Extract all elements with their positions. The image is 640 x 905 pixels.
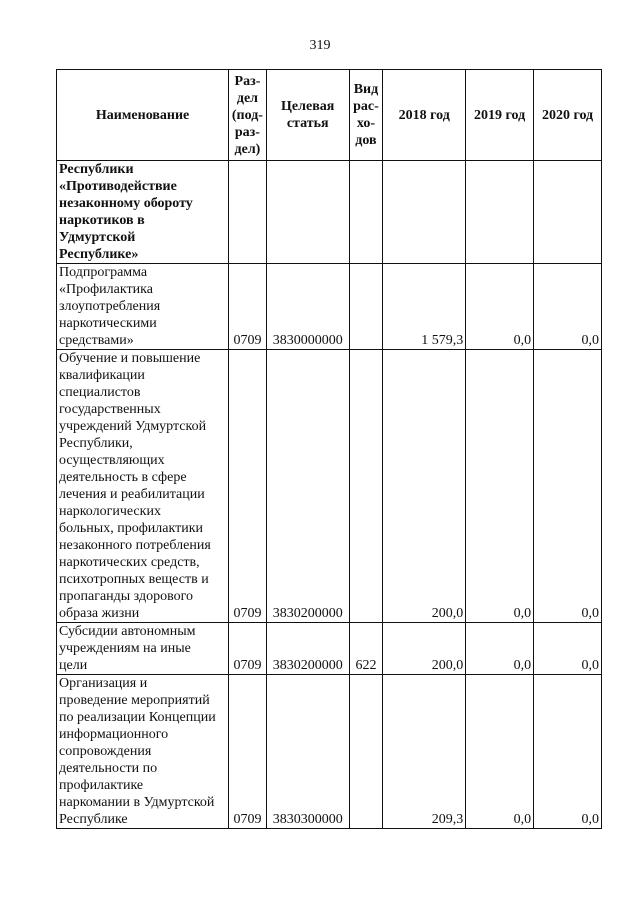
page-number: 319 <box>309 38 331 53</box>
row-2019-cell <box>466 161 534 264</box>
row-2018-cell: 200,0 <box>383 623 466 675</box>
header-expense-line: рас- <box>353 99 379 114</box>
header-2020: 2020 год <box>534 70 602 161</box>
header-name: Наименование <box>57 70 229 161</box>
row-name-line: профилактике <box>59 778 144 793</box>
row-name-line: квалификации <box>59 368 145 383</box>
row-expense-cell <box>349 350 382 623</box>
table-row <box>57 675 602 829</box>
budget-table <box>56 69 602 829</box>
row-name-cell <box>57 264 229 350</box>
header-section <box>229 70 266 161</box>
row-name-line: злоупотребления <box>59 299 161 314</box>
row-name-line: незаконного потребления <box>59 538 211 553</box>
row-name-line: незаконному обороту <box>59 196 193 211</box>
row-name-line: государственных <box>59 402 161 417</box>
row-2019-cell: 0,0 <box>466 623 534 675</box>
row-2018-cell: 1 579,3 <box>383 264 466 350</box>
header-section-line: раз- <box>234 124 260 140</box>
row-name-line: Республике <box>59 812 128 827</box>
row-2019-cell: 0,0 <box>466 264 534 350</box>
header-section-line: Раз- <box>234 73 261 89</box>
row-name-line: лечения и реабилитации <box>59 487 205 502</box>
row-name-line: Республики, <box>59 436 133 451</box>
row-name-line: наркомании в Удмуртской <box>59 795 215 810</box>
row-name-line: больных, профилактики <box>59 521 203 536</box>
row-name-line: Удмуртской <box>59 230 136 245</box>
row-target-cell <box>266 161 349 264</box>
row-name-line: наркотическими <box>59 316 157 331</box>
row-section-cell: 0709 <box>229 623 266 675</box>
row-target-cell: 3830000000 <box>266 264 349 350</box>
row-name-cell <box>57 675 229 829</box>
row-name-line: пропаганды здорового <box>59 589 193 604</box>
row-name-line: информационного <box>59 727 169 742</box>
header-expense-line: Вид <box>353 82 379 97</box>
row-name-line: образа жизни <box>59 606 140 621</box>
row-name-line: наркологических <box>59 504 161 519</box>
row-name-line: специалистов <box>59 385 141 400</box>
row-name-line: деятельности по <box>59 761 158 776</box>
row-section-cell: 0709 <box>229 264 266 350</box>
row-name-line: учреждениям на иные <box>59 641 191 656</box>
header-expense-line: дов <box>355 133 377 148</box>
row-2019-cell: 0,0 <box>466 675 534 829</box>
row-2018-cell <box>383 161 466 264</box>
row-section-cell: 0709 <box>229 675 266 829</box>
row-2018-cell: 209,3 <box>383 675 466 829</box>
row-section-cell <box>229 161 266 264</box>
row-name-line: наркотиков в <box>59 213 145 228</box>
row-name-line: цели <box>59 658 88 673</box>
table-row <box>57 161 602 264</box>
header-expense-line: хо- <box>356 116 376 131</box>
row-name-line: Организация и <box>59 676 148 691</box>
header-target-line: Целевая <box>281 99 335 114</box>
header-section-line: дел) <box>234 141 261 157</box>
row-name-line: по реализации Концепции <box>59 710 216 725</box>
header-target <box>266 70 349 161</box>
row-2020-cell: 0,0 <box>534 623 602 675</box>
row-name-line: психотропных веществ и <box>59 572 209 587</box>
row-name-line: учреждений Удмуртской <box>59 419 207 434</box>
header-expense <box>349 70 382 161</box>
row-name-line: Субсидии автономным <box>59 624 196 639</box>
row-target-cell: 3830200000 <box>266 623 349 675</box>
row-expense-cell <box>349 161 382 264</box>
table-row <box>57 264 602 350</box>
row-name-line: проведение мероприятий <box>59 693 210 708</box>
row-expense-cell <box>349 675 382 829</box>
row-name-cell <box>57 161 229 264</box>
row-2020-cell <box>534 161 602 264</box>
row-expense-cell: 622 <box>349 623 382 675</box>
row-expense-cell <box>349 264 382 350</box>
row-section-cell: 0709 <box>229 350 266 623</box>
row-2020-cell: 0,0 <box>534 264 602 350</box>
row-name-line: «Противодействие <box>59 179 177 194</box>
row-name-line: «Профилактика <box>59 282 153 297</box>
header-2019: 2019 год <box>466 70 534 161</box>
header-row <box>57 70 602 161</box>
row-name-cell <box>57 623 229 675</box>
row-name-line: осуществляющих <box>59 453 165 468</box>
table-row <box>57 350 602 623</box>
row-name-line: Обучение и повышение <box>59 351 201 366</box>
header-section-line: (под- <box>231 107 263 123</box>
header-section-line: дел <box>236 90 259 106</box>
header-2018: 2018 год <box>383 70 466 161</box>
row-2020-cell: 0,0 <box>534 350 602 623</box>
row-target-cell: 3830300000 <box>266 675 349 829</box>
header-target-line: статья <box>286 116 329 131</box>
row-2020-cell: 0,0 <box>534 675 602 829</box>
row-2018-cell: 200,0 <box>383 350 466 623</box>
row-name-line: сопровождения <box>59 744 152 759</box>
row-name-line: наркотических средств, <box>59 555 200 570</box>
row-name-line: Республике» <box>59 247 139 262</box>
row-name-line: деятельность в сфере <box>59 470 187 485</box>
row-name-line: Подпрограмма <box>59 265 148 280</box>
row-2019-cell: 0,0 <box>466 350 534 623</box>
row-name-cell <box>57 350 229 623</box>
row-target-cell: 3830200000 <box>266 350 349 623</box>
table-row <box>57 623 602 675</box>
row-name-line: средствами» <box>59 333 134 348</box>
row-name-line: Республики <box>59 162 134 177</box>
